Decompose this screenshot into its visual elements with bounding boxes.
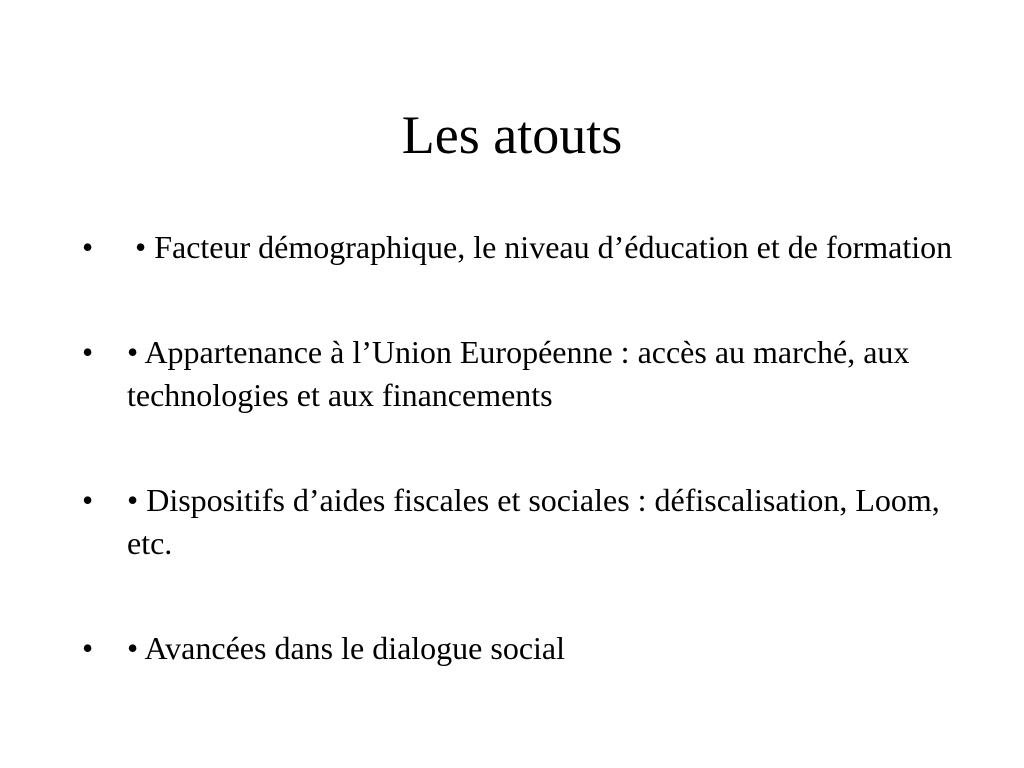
bullet-list <box>82 226 962 670</box>
bullet-marker: • <box>82 630 94 666</box>
bullet-text: • Facteur démographique, le niveau d’éducation et de formation <box>127 229 953 265</box>
bullet-text: • Dispositifs d’aides fiscales et sociales : défiscalisation, Loom, etc. <box>127 482 940 561</box>
bullet-item <box>82 331 962 417</box>
bullet-marker: • <box>82 482 94 518</box>
bullet-text: • Avancées dans le dialogue social <box>127 630 566 666</box>
bullet-marker: • <box>82 229 94 265</box>
bullet-item <box>82 479 962 565</box>
bullet-item <box>82 627 962 670</box>
bullet-marker: • <box>82 334 94 370</box>
slide-title: Les atouts <box>401 105 623 165</box>
bullet-text: • Appartenance à l’Union Européenne : accès au marché, aux technologies et aux financements <box>127 334 910 413</box>
bullet-item <box>82 226 962 269</box>
